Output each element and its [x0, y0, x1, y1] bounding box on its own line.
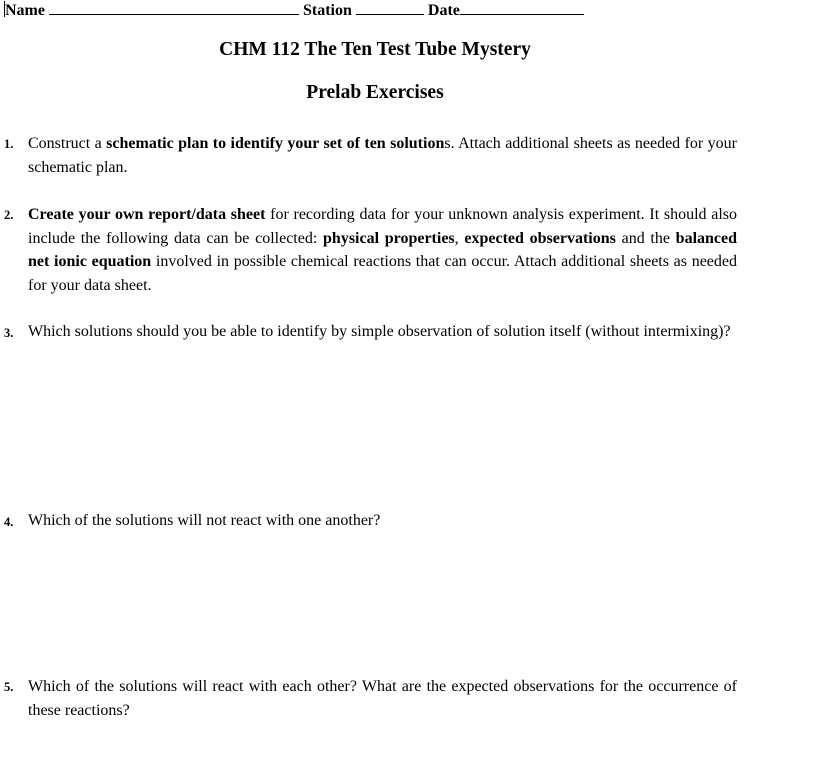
- document-subtitle: Prelab Exercises: [306, 82, 444, 103]
- question-text: Which of the solutions will react with each other? What are the expected observations for the occurrence of these reactions?: [28, 678, 737, 719]
- station-label: Station: [302, 2, 352, 19]
- name-label: Name: [5, 2, 45, 19]
- question-text-segment: for recording data for your unknown analysis experiment. It should also include the following data can be collected:: [28, 206, 737, 247]
- question-text-segment: involved in possible chemical reactions that can occur. Attach additional sheets as needed for your data sheet.: [28, 253, 738, 294]
- question-text-bold: schematic plan to identify your set of ten solution: [106, 135, 445, 152]
- question-text: [28, 203, 737, 297]
- question-number: 3.: [4, 326, 14, 340]
- question-3: [4, 321, 737, 346]
- question-text-segment: Construct a: [28, 135, 107, 152]
- question-4: [4, 510, 737, 535]
- question-number: 2.: [4, 208, 14, 222]
- name-blank-line[interactable]: [49, 0, 299, 15]
- question-text-segment: and the: [615, 229, 676, 247]
- question-5: [4, 675, 737, 722]
- question-text-segment: ,: [454, 229, 465, 247]
- question-text-segment: s. Attach additional sheets as needed for your schematic plan.: [28, 135, 738, 176]
- question-number: 4.: [4, 515, 14, 529]
- question-text-bold: expected observations: [464, 229, 616, 247]
- question-number: 1.: [4, 137, 14, 151]
- student-info-header: [4, 0, 584, 22]
- date-blank-line[interactable]: [460, 0, 584, 15]
- date-label: Date: [427, 2, 460, 19]
- question-text-bold: Create your own report/data sheet: [28, 206, 266, 223]
- question-1: [4, 132, 737, 179]
- question-text-bold: balanced net ionic equation: [28, 229, 738, 270]
- document-title: CHM 112 The Ten Test Tube Mystery: [219, 39, 531, 60]
- question-text: Which of the solutions will not react with one another?: [28, 512, 381, 529]
- question-text: [28, 132, 737, 179]
- question-text-bold: physical properties: [323, 229, 455, 247]
- question-text: Which solutions should you be able to identify by simple observation of solution itself (without intermixing)?: [28, 323, 731, 340]
- question-2: [4, 203, 737, 297]
- question-number: 5.: [4, 680, 14, 694]
- station-blank-line[interactable]: [356, 0, 424, 15]
